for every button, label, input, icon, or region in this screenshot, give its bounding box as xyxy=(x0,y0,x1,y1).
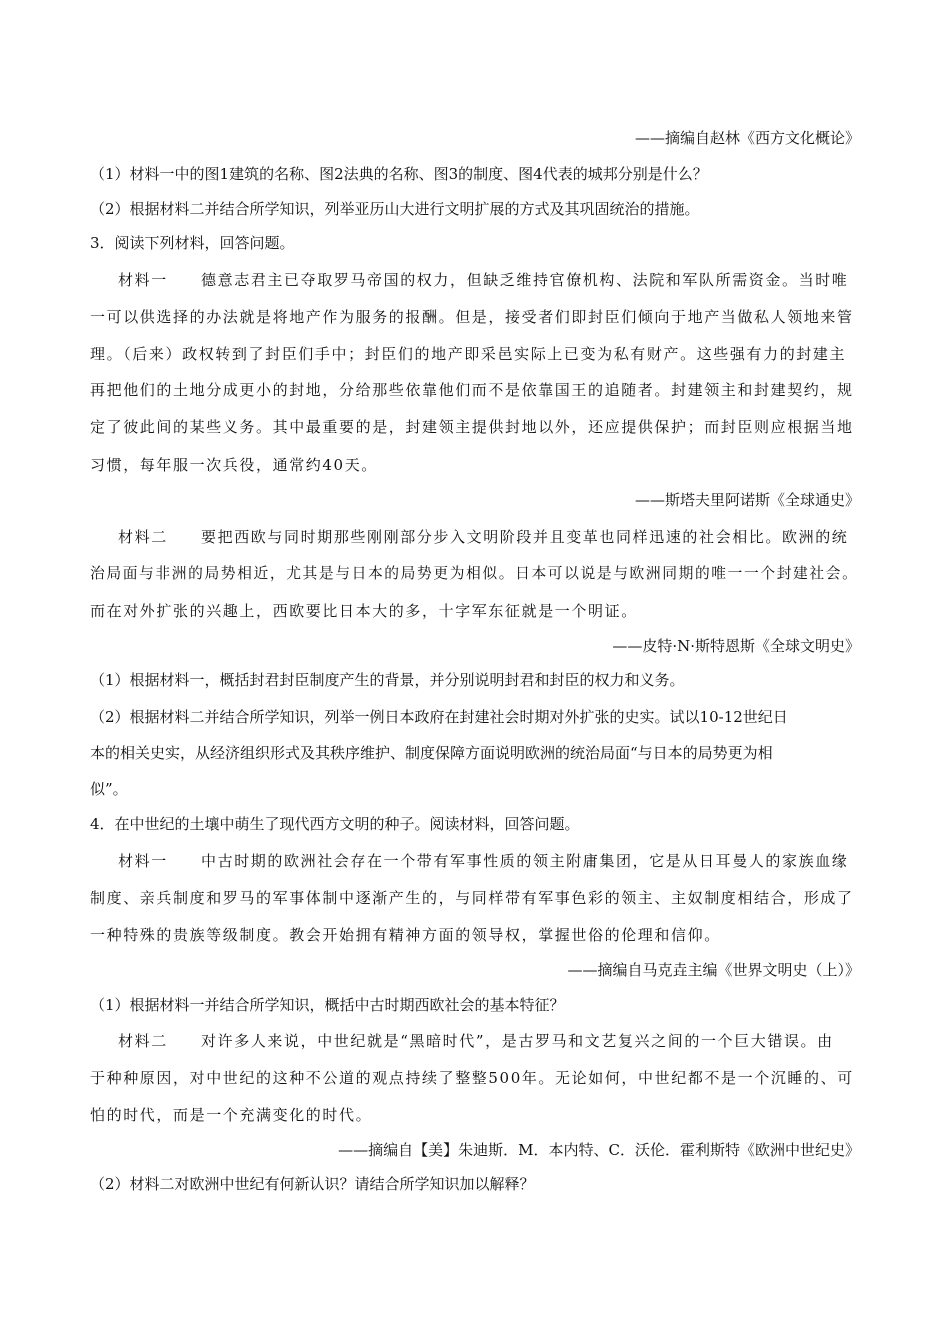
q4-material-1-line: 材料一 中古时期的欧洲社会存在一个带有军事性质的领主附庸集团，它是从日耳曼人的家族血缘 xyxy=(118,852,849,870)
question-4-sub-1: （1）根据材料一并结合所学知识，概括中古时期西欧社会的基本特征？ xyxy=(90,996,565,1014)
q4-material-2-line: 材料二 对许多人来说，中世纪就是“黑暗时代”，是古罗马和文艺复兴之间的一个巨大错误。由 xyxy=(118,1032,834,1050)
question-3-heading: 3．阅读下列材料，回答问题。 xyxy=(90,234,295,252)
source-citation: ——摘编自赵林《西方文化概论》 xyxy=(634,129,860,147)
q4-material-2-line: 怕的时代，而是一个充满变化的时代。 xyxy=(90,1106,373,1124)
q3-material-1-line: 理。（后来）政权转到了封臣们手中；封臣们的地产即采邑实际上已变为私有财产。这些强有力的封建主 xyxy=(90,345,847,363)
q4-material-1-line: 一种特殊的贵族等级制度。教会开始拥有精神方面的领导权，掌握世俗的伦理和信仰。 xyxy=(90,926,721,944)
q3-material-2-line: 而在对外扩张的兴趣上，西欧要比日本大的多，十字军东征就是一个明证。 xyxy=(90,602,638,620)
question-4-sub-2: （2）材料二对欧洲中世纪有何新认识？请结合所学知识加以解释？ xyxy=(90,1175,535,1193)
question-2-sub-2: （2）根据材料二并结合所学知识，列举亚历山大进行文明扩展的方式及其巩固统治的措施。 xyxy=(90,200,700,218)
q4-material-2-source: ——摘编自【美】朱迪斯．M．本内特、C．沃伦．霍利斯特《欧洲中世纪史》 xyxy=(338,1141,860,1159)
question-3-sub-2-line: 本的相关史实，从经济组织形式及其秩序维护、制度保障方面说明欧洲的统治局面“与日本的局势更为相 xyxy=(90,744,773,762)
q4-material-1-source: ——摘编自马克垚主编《世界文明史（上）》 xyxy=(567,961,860,979)
q3-material-1-line: 习惯，每年服一次兵役，通常约40天。 xyxy=(90,456,378,474)
q4-material-2-line: 于种种原因，对中世纪的这种不公道的观点持续了整整500年。无论如何，中世纪都不是一个沉睡的、可 xyxy=(90,1069,854,1087)
q3-material-1-line: 材料一 德意志君主已夺取罗马帝国的权力，但缺乏维持官僚机构、法院和军队所需资金。当时唯 xyxy=(118,271,849,289)
question-3-sub-2-line: 似”。 xyxy=(90,780,128,798)
q3-material-2-source: ——皮特·N·斯特恩斯《全球文明史》 xyxy=(612,637,860,655)
question-3-sub-1: （1）根据材料一，概括封君封臣制度产生的背景，并分别说明封君和封臣的权力和义务。 xyxy=(90,671,685,689)
question-2-sub-1: （1）材料一中的图1建筑的名称、图2法典的名称、图3的制度、图4代表的城邦分别是什么？ xyxy=(90,165,708,183)
q3-material-1-line: 一可以供选择的办法就是将地产作为服务的报酬。但是，接受者们即封臣们倾向于地产当做私人领地来管 xyxy=(90,308,854,326)
q3-material-2-line: 材料二 要把西欧与同时期那些刚刚部分步入文明阶段并且变革也同样迅速的社会相比。欧洲的统 xyxy=(118,528,849,546)
q3-material-1-source: ——斯塔夫里阿诺斯《全球通史》 xyxy=(634,491,860,509)
q4-material-1-line: 制度、亲兵制度和罗马的军事体制中逐渐产生的，与同样带有军事色彩的领主、主奴制度相结合，形成了 xyxy=(90,889,854,907)
question-3-sub-2-line: （2）根据材料二并结合所学知识，列举一例日本政府在封建社会时期对外扩张的史实。试以10-12世纪日 xyxy=(90,708,788,726)
q3-material-1-line: 再把他们的土地分成更小的封地，分给那些依靠他们而不是依靠国王的追随者。封建领主和封建契约，规 xyxy=(90,381,854,399)
q3-material-1-line: 定了彼此间的某些义务。其中最重要的是，封建领主提供封地以外，还应提供保护；而封臣则应根据当地 xyxy=(90,418,854,436)
q3-material-2-line: 治局面与非洲的局势相近，尤其是与日本的局势更为相似。日本可以说是与欧洲同期的唯一一个封建社会。 xyxy=(90,565,859,582)
question-4-heading: 4．在中世纪的土壤中萌生了现代西方文明的种子。阅读材料，回答问题。 xyxy=(90,815,580,833)
